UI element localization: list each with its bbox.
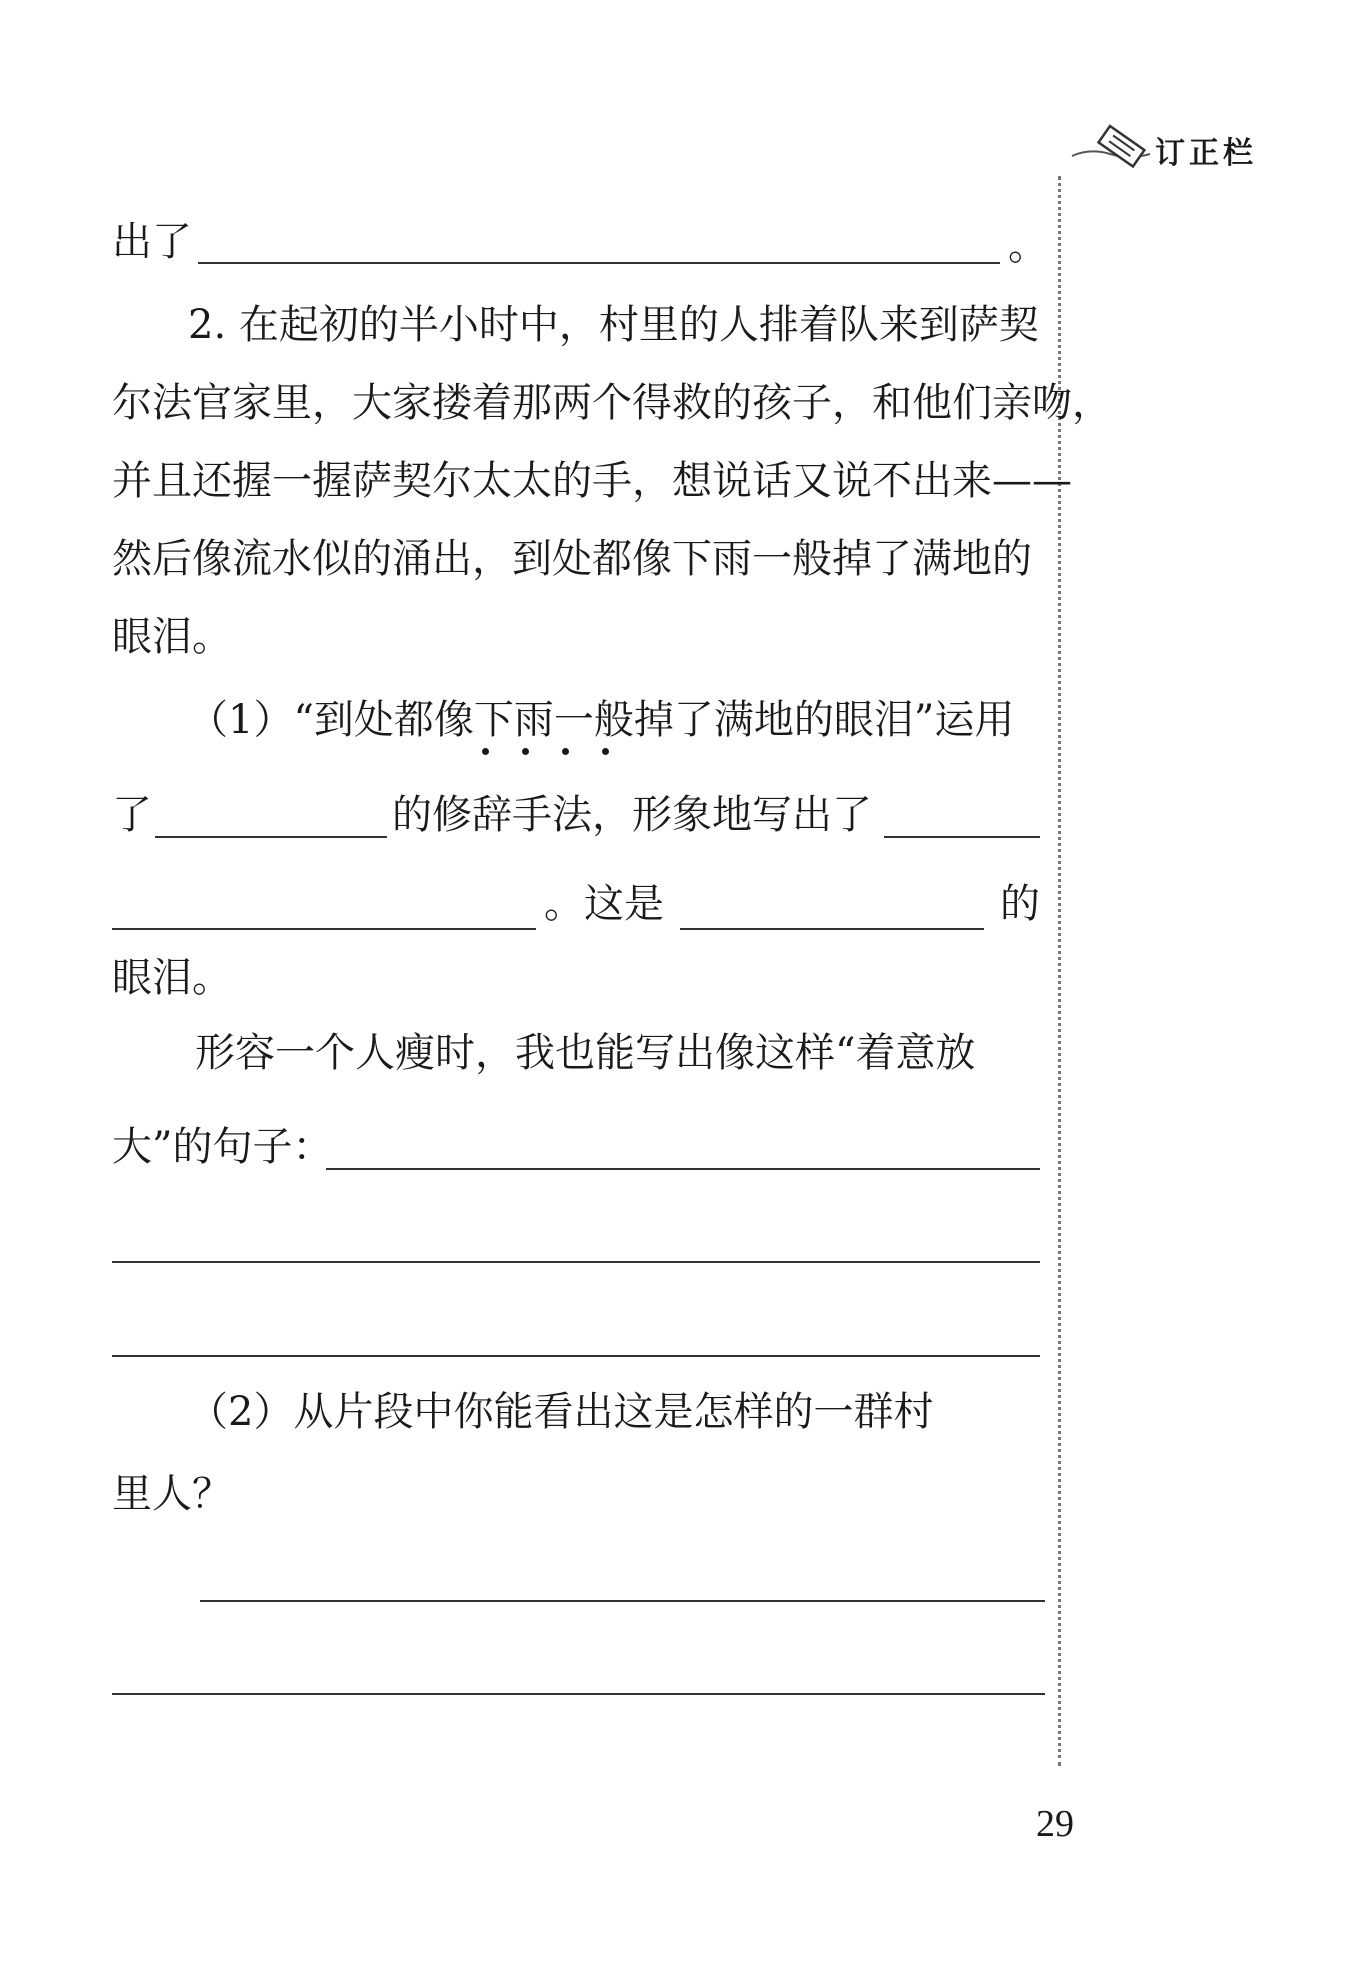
answer-line-sentence-2[interactable] [112, 1261, 1040, 1263]
answer-blank-kind[interactable] [680, 928, 984, 930]
sub2-line-1: （2）从片段中你能看出这是怎样的一群村 [188, 1389, 934, 1435]
answer-blank-wrote-2[interactable] [112, 928, 536, 930]
sub1-line3-end: 的 [1000, 881, 1040, 927]
correction-column-title: 订正栏 [1155, 136, 1257, 171]
answer-line-sentence-3[interactable] [112, 1355, 1040, 1357]
emphasis-dot [602, 748, 609, 755]
cont-line-end: 。 [1008, 223, 1048, 269]
q2-line-2: 尔法官家里，大家搂着那两个得救的孩子，和他们亲吻， [112, 380, 1112, 426]
answer-line-sub2-2[interactable] [112, 1693, 1045, 1695]
emphasis-dot [522, 748, 529, 755]
page-number: 29 [1036, 1803, 1074, 1845]
q2-line-4: 然后像流水似的涌出，到处都像下雨一般掉了满地的 [112, 536, 1032, 582]
sub1-prompt-2: 大”的句子： [112, 1124, 333, 1170]
sub1-line2-start: 了 [112, 792, 152, 838]
emphasis-dot [562, 748, 569, 755]
cont-line-prefix: 出了 [112, 219, 192, 265]
answer-blank-rhetoric[interactable] [155, 836, 387, 838]
emphasis-dot [482, 748, 489, 755]
answer-line-cont[interactable] [198, 262, 1000, 264]
answer-line-sentence-1[interactable] [326, 1168, 1040, 1170]
sub1-line-1: （1）“到处都像下雨一般掉了满地的眼泪”运用 [188, 697, 1015, 743]
sub1-line-4: 眼泪。 [112, 955, 232, 1001]
q2-line-1: 2. 在起初的半小时中，村里的人排着队来到萨契 [188, 302, 1039, 348]
answer-blank-wrote-1[interactable] [884, 836, 1040, 838]
q2-line-5: 眼泪。 [112, 614, 232, 660]
sub1-line2-mid: 的修辞手法，形象地写出了 [392, 792, 872, 838]
q2-line-3: 并且还握一握萨契尔太太的手，想说话又说不出来—— [112, 458, 1072, 504]
sub1-prompt-1: 形容一个人瘦时，我也能写出像这样“着意放 [195, 1030, 976, 1076]
sub1-line3-mid: 。这是 [544, 881, 664, 927]
answer-line-sub2-1[interactable] [200, 1600, 1045, 1602]
sub2-line-2: 里人？ [112, 1471, 232, 1517]
